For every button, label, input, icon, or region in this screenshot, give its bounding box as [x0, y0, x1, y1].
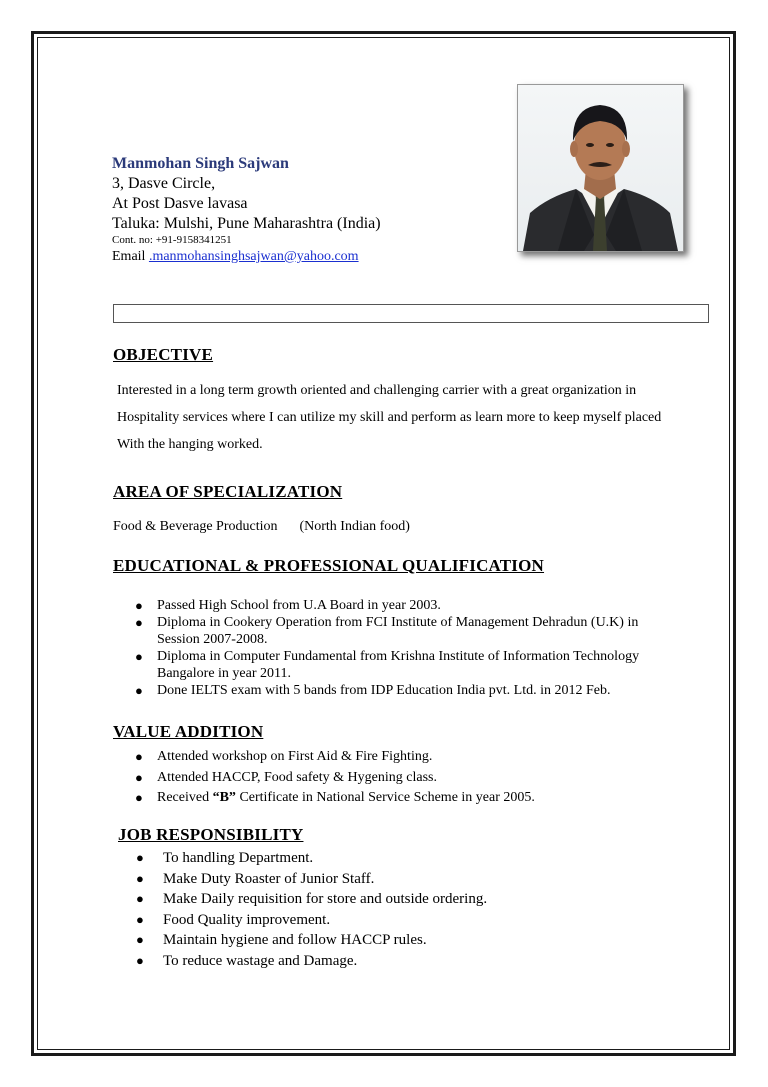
certificate-grade: “B”	[212, 790, 236, 805]
specialization-text	[113, 519, 410, 535]
list-item: ● Make Daily requisition for store and outside ordering.	[113, 889, 487, 910]
value-addition-list	[113, 748, 535, 806]
list-item: ● To reduce wastage and Damage.	[113, 951, 487, 972]
education-heading: EDUCATIONAL & PROFESSIONAL QUALIFICATION	[113, 556, 545, 575]
objective-line: With the hanging worked.	[117, 437, 263, 452]
bullet-icon: ●	[135, 649, 143, 664]
specialization-field: Food & Beverage Production	[113, 519, 278, 534]
candidate-name: Manmohan Singh Sajwan	[112, 155, 289, 172]
bullet-icon: ●	[136, 952, 144, 968]
list-item: ● To handling Department.	[113, 848, 487, 869]
address-line-2: At Post Dasve lavasa	[112, 195, 248, 212]
email-label: Email	[112, 249, 146, 264]
objective-line: Hospitality services where I can utilize my skill and perform as learn more to keep myself placed	[117, 410, 662, 425]
phone-number: Cont. no: +91-9158341251	[112, 234, 232, 246]
list-item: ● Attended HACCP, Food safety & Hygening class.	[135, 770, 437, 785]
list-item: ● Received “B” Certificate in National Service Scheme in year 2005.	[135, 790, 535, 805]
list-item: ● Attended workshop on First Aid & Fire Fighting.	[135, 749, 433, 764]
contact-block	[112, 154, 381, 266]
objective-text	[117, 377, 661, 458]
email-link[interactable]: .manmohansinghsajwan@yahoo.com	[148, 249, 359, 264]
job-heading: JOB RESPONSIBILITY	[118, 825, 304, 844]
specialization-heading: AREA OF SPECIALIZATION	[113, 482, 343, 501]
bullet-icon: ●	[135, 749, 143, 764]
bullet-icon: ●	[135, 683, 143, 698]
objective-line: Interested in a long term growth oriented and challenging carrier with a great organization in	[117, 383, 637, 398]
list-item: ● Maintain hygiene and follow HACCP rules.	[113, 930, 487, 951]
list-item: ● Passed High School from U.A Board in year 2003.	[135, 598, 441, 613]
bullet-icon: ●	[135, 615, 143, 630]
bullet-icon: ●	[135, 790, 143, 805]
bullet-icon: ●	[136, 850, 144, 865]
bullet-icon: ●	[136, 891, 144, 906]
address-line-3: Taluka: Mulshi, Pune Maharashtra (India)	[112, 215, 381, 232]
email-row	[112, 247, 381, 266]
bullet-icon: ●	[135, 598, 143, 613]
list-item: ● Diploma in Computer Fundamental from Krishna Institute of Information Technology Bangalore in year 2011.	[135, 649, 640, 681]
address-line-1: 3, Dasve Circle,	[112, 175, 216, 192]
bullet-icon: ●	[136, 870, 144, 886]
bullet-icon: ●	[136, 911, 144, 927]
objective-heading: OBJECTIVE	[113, 345, 214, 364]
value-addition-heading: VALUE ADDITION	[113, 722, 264, 741]
list-item: ● Done IELTS exam with 5 bands from IDP Education India pvt. Ltd. in 2012 Feb.	[135, 683, 611, 698]
list-item: ● Diploma in Cookery Operation from FCI Institute of Management Dehradun (U.K) in Session 2007-2008.	[135, 615, 639, 647]
list-item: ● Make Duty Roaster of Junior Staff.	[113, 869, 487, 890]
education-list	[113, 597, 639, 699]
bullet-icon: ●	[136, 932, 144, 947]
profile-photo	[517, 84, 684, 252]
bullet-icon: ●	[135, 770, 143, 785]
specialization-detail: (North Indian food)	[299, 519, 410, 534]
list-item: ● Food Quality improvement.	[113, 910, 487, 931]
job-list	[113, 848, 487, 971]
divider-box	[113, 304, 709, 323]
